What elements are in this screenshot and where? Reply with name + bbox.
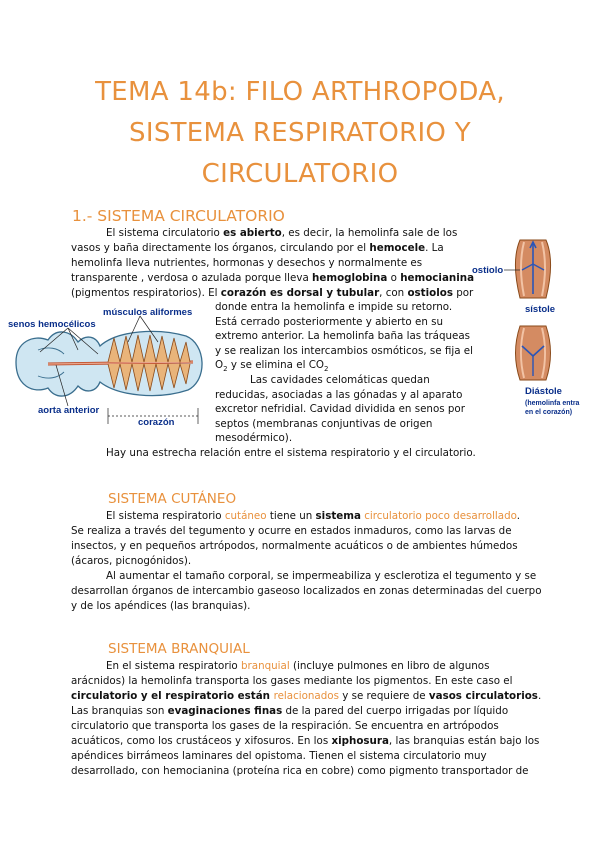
paragraph-line: vasos y baña directamente los órganos, circulando por el hemocele. La (71, 242, 444, 254)
paragraph-line: desarrollan órganos de intercambio gaseoso localizados en zonas determinadas del cuerpo (71, 585, 542, 597)
paragraph-line: Las branquias son evaginaciones finas de la pared del cuerpo irrigadas por líquido (71, 705, 509, 717)
paragraph-line: Se realiza a través del tegumento y ocurre en estados inmaduros, como las larvas de (71, 525, 512, 537)
label-diastole: Diástole (525, 386, 562, 397)
label-ostiolo: ostiolo (472, 265, 504, 276)
paragraph-line: circulatorio que transporta los gases de la respiración. Se encuentra en artrópodos (71, 720, 499, 732)
paragraph-line: reducidas, asociadas a las gónadas y al aparato (215, 389, 463, 401)
label-diastole-note-2: en el corazón) (525, 409, 573, 416)
paragraph-line: extremo anterior. La hemolinfa baña las tráqueas (215, 330, 471, 342)
paragraph-line: circulatorio y el respiratorio están relacionados y se requiere de vasos circulatorios. (71, 690, 542, 702)
paragraph-line: (ácaros, picnogónidos). (71, 555, 192, 567)
paragraph-line: (pigmentos respiratorios). El corazón es dorsal y tubular, con ostiolos por (71, 287, 474, 299)
paragraph-line: El sistema respiratorio cutáneo tiene un sistema circulatorio poco desarrollado. (106, 510, 521, 522)
section-heading-circulatorio: 1.- SISTEMA CIRCULATORIO (72, 207, 285, 225)
paragraph-line: apéndices birrámeos laminares del opistoma. Tienen el sistema circulatorio muy (71, 750, 487, 762)
label-diastole-note-1: (hemolinfa entra (525, 400, 580, 407)
paragraph-line: Está cerrado posteriormente y abierto en su (215, 316, 444, 328)
paragraph-line: Las cavidades celomáticas quedan (250, 374, 430, 386)
paragraph-line: excretor nefridial. Cavidad dividida en senos por (215, 403, 465, 415)
section-heading-branquial: SISTEMA BRANQUIAL (108, 641, 250, 657)
paragraph-line: $O_2$ y se elimina el $CO_2$ (215, 359, 329, 374)
paragraph-line: acuáticos, como los crustáceos y xifosuros. En los xiphosura, las branquias están bajo los (71, 735, 540, 747)
paragraph-line: desarrollado, con hemocianina (proteína rica en cobre) como pigmento transportador de (71, 765, 529, 777)
paragraph-line: transparente , verdosa o azulada porque lleva hemoglobina o hemocianina (71, 272, 475, 284)
paragraph-line: y se realizan los intercambios osmóticos, se fija el (215, 345, 473, 357)
title-line-1: TEMA 14b: FILO ARTHROPODA, (95, 77, 505, 107)
paragraph-line: septos (membranas conjuntivas de origen (215, 418, 433, 430)
label-senos-hemocelicos: senos hemocélicos (8, 319, 96, 330)
title-line-3: CIRCULATORIO (201, 159, 399, 189)
paragraph-line: hemolinfa lleva nutrientes, hormonas y desechos y normalmente es (71, 257, 423, 269)
paragraph-line: donde entra la hemolinfa e impide su retorno. (215, 301, 453, 313)
paragraph-line: insectos, y en pequeños artrópodos, normalmente acuáticos o de ambientes húmedos (71, 540, 518, 552)
label-aorta-anterior: aorta anterior (38, 405, 100, 416)
paragraph-line: y de los apéndices (las branquias). (71, 600, 251, 612)
label-musculos-aliformes: músculos aliformes (103, 307, 193, 318)
paragraph-line: Al aumentar el tamaño corporal, se impermeabiliza y esclerotiza el tegumento y se (106, 570, 537, 582)
label-sistole: sístole (525, 304, 556, 315)
paragraph-line: El sistema circulatorio es abierto, es decir, la hemolinfa sale de los (106, 227, 458, 239)
systole-diastole-figure (470, 234, 590, 424)
heart-diagram-figure (8, 302, 213, 432)
section-heading-cutaneo: SISTEMA CUTÁNEO (108, 491, 237, 507)
paragraph-line: arácnidos) la hemolinfa transporta los gases mediante los pigmentos. En este caso el (71, 675, 513, 687)
page-title (40, 72, 560, 195)
title-line-2: SISTEMA RESPIRATORIO Y (129, 118, 471, 148)
paragraph-line: mesodérmico). (215, 432, 293, 444)
paragraph-line: En el sistema respiratorio branquial (incluye pulmones en libro de algunos (106, 660, 490, 672)
label-corazon: corazón (138, 417, 175, 428)
paragraph-line: Hay una estrecha relación entre el sistema respiratorio y el circulatorio. (106, 447, 476, 459)
